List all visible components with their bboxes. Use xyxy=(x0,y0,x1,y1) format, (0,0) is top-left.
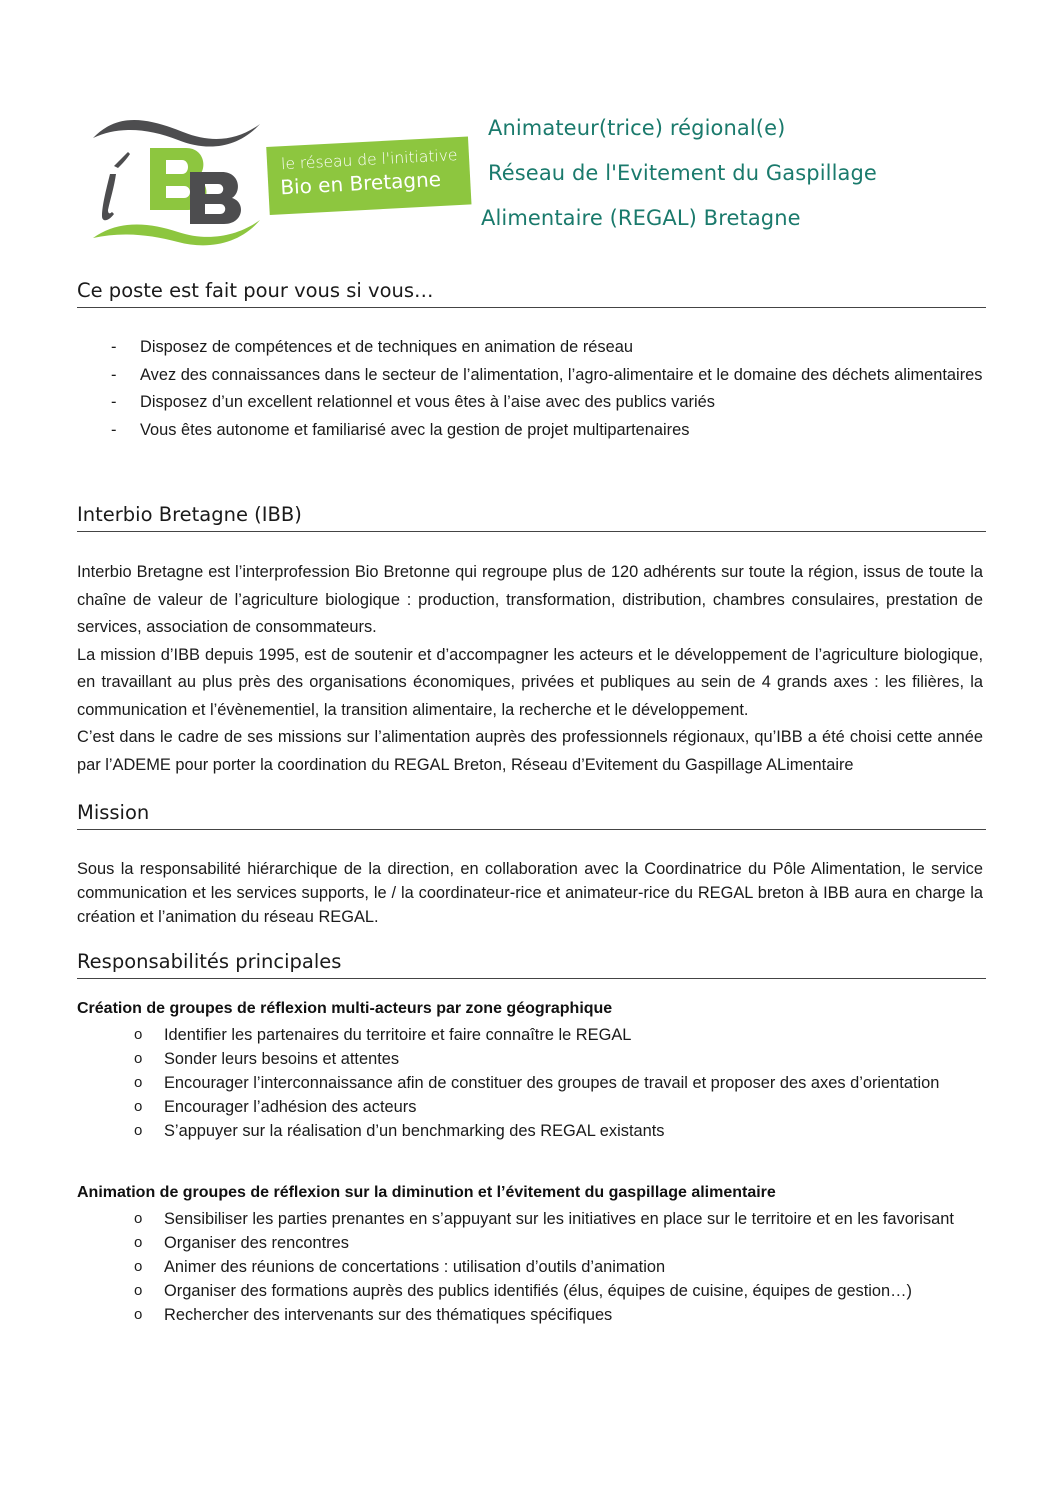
circle-bullet-icon: o xyxy=(134,1098,143,1115)
circle-bullet-icon: o xyxy=(134,1210,143,1227)
job-title-line-1: Animateur(trice) régional(e) xyxy=(488,116,786,140)
paragraph: C’est dans le cadre de ses missions sur l’alimentation auprès des professionnels régionaux, qu’IBB a été choisi cette année par l’ADEME pour porter la coordination du REGAL Breton, Réseau d’Evitement du Gaspillage ALimentaire xyxy=(77,728,983,774)
paragraph: Sous la responsabilité hiérarchique de la direction, en collaboration avec la Coordinatrice du Pôle Alimentation, le service communication et les services supports, le / la coordinateur-rice et animateur-rice du REGAL breton à IBB aura en charge la création et l’animation du réseau REGAL. xyxy=(77,860,983,926)
section-heading-responsibilities: Responsabilités principales xyxy=(77,950,986,979)
list-item: o Encourager l’interconnaissance afin de constituer des groupes de travail et proposer des axes d’orientation xyxy=(77,1071,983,1095)
dash-bullet: - xyxy=(111,420,117,439)
circle-bullet-icon: o xyxy=(134,1050,143,1067)
list-item: o Sonder leurs besoins et attentes xyxy=(77,1047,983,1071)
circle-bullet-icon: o xyxy=(134,1258,143,1275)
list-item: - Avez des connaissances dans le secteur de l’alimentation, l’agro-alimentaire et le domaine des déchets alimentaires xyxy=(77,362,983,390)
circle-bullet-icon: o xyxy=(134,1282,143,1299)
circle-bullet-icon: o xyxy=(134,1026,143,1043)
list-item: o Identifier les partenaires du territoire et faire connaître le REGAL xyxy=(77,1023,983,1047)
section-heading-mission: Mission xyxy=(77,801,986,830)
list-item: o Sensibiliser les parties prenantes en s’appuyant sur les initiatives en place sur le territoire et en les favorisant xyxy=(77,1207,983,1231)
dash-bullet: - xyxy=(111,365,117,384)
ibb-description xyxy=(77,559,983,779)
profile-list xyxy=(77,334,983,444)
logo-banner xyxy=(266,136,471,214)
ibb-logo xyxy=(88,110,468,250)
job-title-line-2: Réseau de l'Evitement du Gaspillage xyxy=(488,161,877,185)
ibb-logo-mark-icon xyxy=(88,110,268,250)
list-item: o Rechercher des intervenants sur des thématiques spécifiques xyxy=(77,1303,983,1327)
section-heading-ibb: Interbio Bretagne (IBB) xyxy=(77,503,986,532)
paragraph: La mission d’IBB depuis 1995, est de soutenir et d’accompagner les acteurs et le développement de l’agriculture biologique, en travaillant au plus près des organisations économiques, privées et publiques au sein de 4 grands axes : les filières, la communication et l’évènementiel, la transition alimentaire, la recherche et le développement. xyxy=(77,645,983,719)
list-item: o Organiser des rencontres xyxy=(77,1231,983,1255)
circle-bullet-icon: o xyxy=(134,1234,143,1251)
job-title-line-3: Alimentaire (REGAL) Bretagne xyxy=(481,206,801,230)
list-item: o Organiser des formations auprès des publics identifiés (élus, équipes de cuisine, équipes de gestion…) xyxy=(77,1279,983,1303)
list-item: - Disposez de compétences et de techniques en animation de réseau xyxy=(77,334,983,362)
list-item: - Disposez d’un excellent relationnel et vous êtes à l’aise avec des publics variés xyxy=(77,389,983,417)
list-item: o Encourager l’adhésion des acteurs xyxy=(77,1095,983,1119)
list-item: o S’appuyer sur la réalisation d’un benchmarking des REGAL existants xyxy=(77,1119,983,1143)
list-item: - Vous êtes autonome et familiarisé avec la gestion de projet multipartenaires xyxy=(77,417,983,445)
responsibility-list xyxy=(77,1023,983,1143)
responsibility-list xyxy=(77,1207,983,1327)
dash-bullet: - xyxy=(111,338,117,356)
circle-bullet-icon: o xyxy=(134,1306,143,1323)
paragraph: Interbio Bretagne est l’interprofession Bio Bretonne qui regroupe plus de 120 adhérents sur toute la région, issus de toute la chaîne de valeur de l’agriculture biologique : production, transformation, distribution, chambres consulaires, prestation de services, association de consommateurs. xyxy=(77,563,983,636)
dash-bullet: - xyxy=(111,393,117,411)
responsibility-group-title: Animation de groupes de réflexion sur la diminution et l’évitement du gaspillage alimentaire xyxy=(77,1184,776,1201)
mission-description xyxy=(77,857,983,929)
circle-bullet-icon: o xyxy=(134,1074,143,1091)
circle-bullet-icon: o xyxy=(134,1122,143,1139)
logo-banner-line1: le réseau de l'initiative xyxy=(280,146,458,174)
responsibility-group-title: Création de groupes de réflexion multi-acteurs par zone géographique xyxy=(77,1000,613,1017)
list-item: o Animer des réunions de concertations : utilisation d’outils d’animation xyxy=(77,1255,983,1279)
logo-banner-line2: Bio en Bretagne xyxy=(279,166,442,200)
section-heading-profile: Ce poste est fait pour vous si vous… xyxy=(77,279,986,308)
